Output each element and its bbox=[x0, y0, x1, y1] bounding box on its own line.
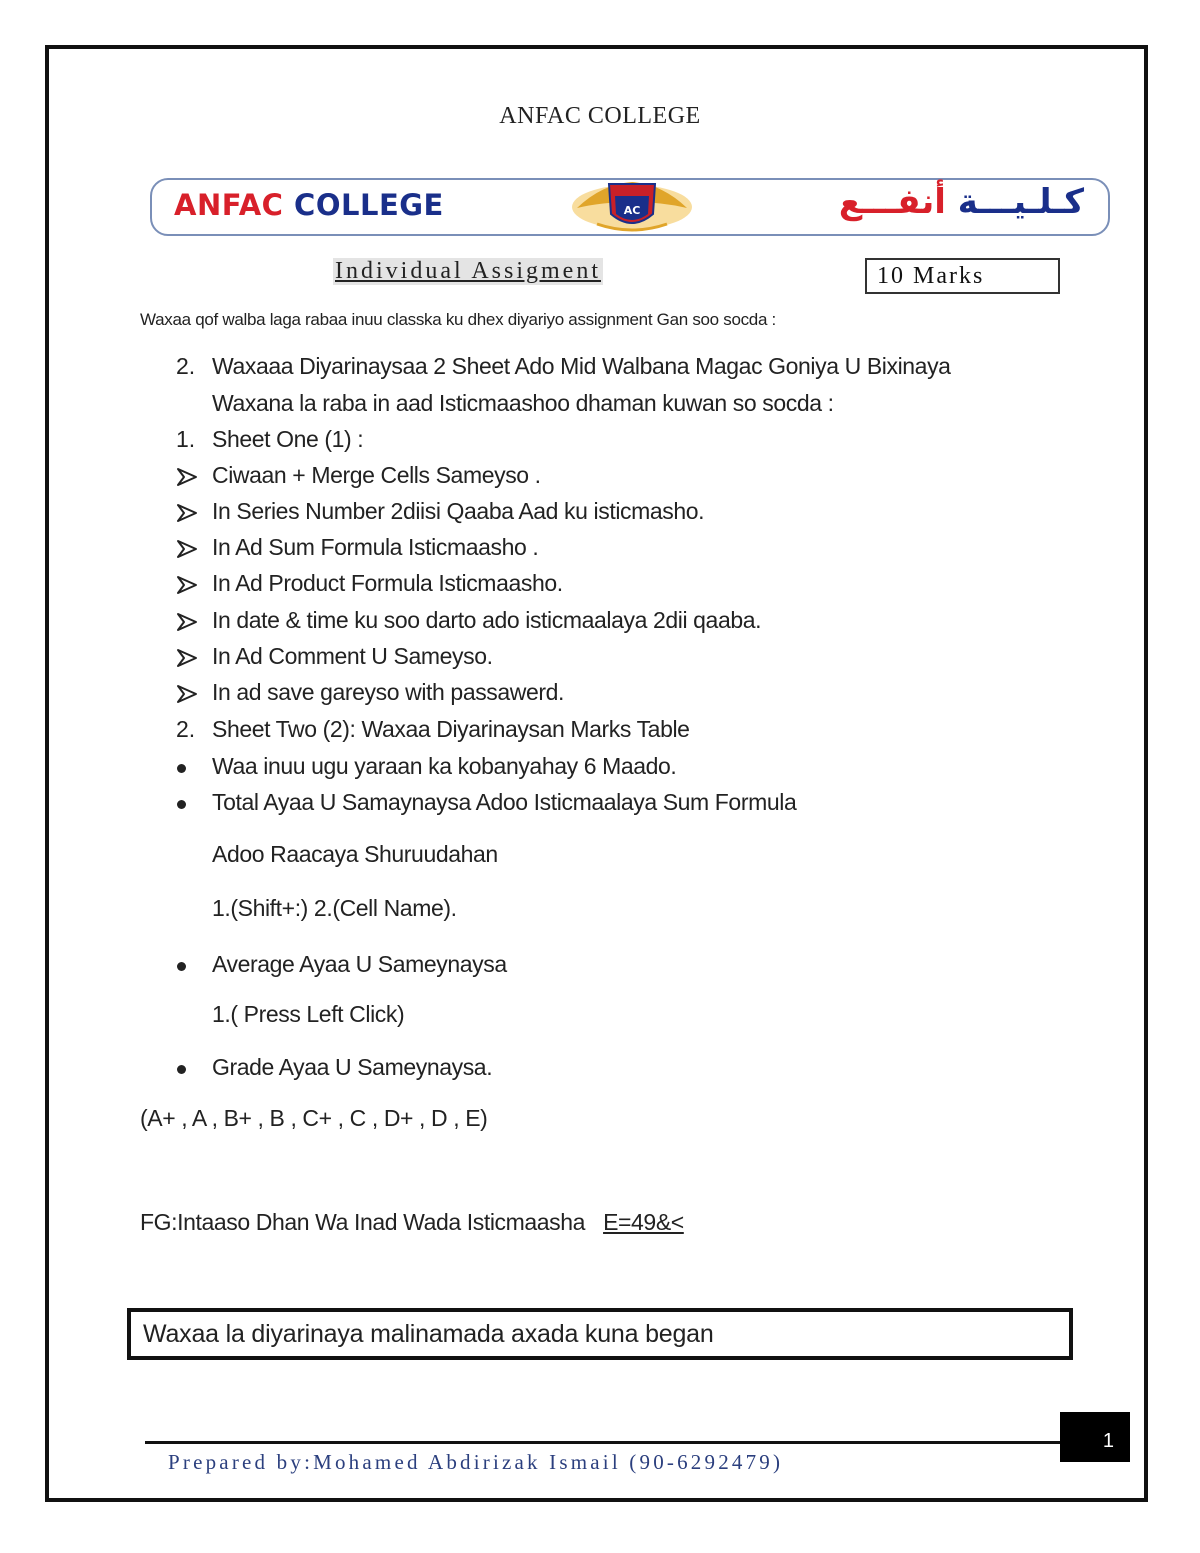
page-number: 1 bbox=[1060, 1412, 1130, 1462]
list-item: Grade Ayaa U Sameynaysa. bbox=[212, 1054, 493, 1080]
fg-formula: E=49&< bbox=[603, 1209, 684, 1235]
banner-arabic-word-2: أنفـــع bbox=[838, 182, 946, 222]
list-item-continuation: 1.(Shift+:) 2.(Cell Name). bbox=[212, 895, 457, 921]
prepared-by: Prepared by:Mohamed Abdirizak Ismail (90-6292479) bbox=[168, 1450, 784, 1474]
grades-list: (A+ , A , B+ , B , C+ , C , D+ , D , E) bbox=[140, 1105, 488, 1131]
arrow-bullet-icon bbox=[176, 612, 198, 632]
list-item: Total Ayaa U Samaynaysa Adoo Isticmaalaya Sum Formula bbox=[212, 789, 797, 815]
bullet-dot-icon bbox=[177, 764, 186, 773]
arrow-bullet-icon bbox=[176, 539, 198, 559]
footer-divider bbox=[145, 1441, 1060, 1444]
fg-note bbox=[140, 1209, 684, 1236]
list-item-continuation: Waxana la raba in aad Isticmaashoo dhaman kuwan so socda : bbox=[212, 390, 834, 416]
banner-word-anfac: ANFAC bbox=[174, 188, 284, 222]
banner-english-name bbox=[174, 188, 444, 222]
marks-box: 10 Marks bbox=[865, 258, 1060, 294]
list-item: In Ad Product Formula Isticmaasho. bbox=[212, 570, 563, 596]
list-number: 2. bbox=[176, 353, 196, 379]
arrow-bullet-icon bbox=[176, 575, 198, 595]
list-item: Waxaaa Diyarinaysaa 2 Sheet Ado Mid Walbana Magac Goniya U Bixinaya bbox=[212, 353, 951, 379]
arrow-bullet-icon bbox=[176, 684, 198, 704]
list-item: Average Ayaa U Sameynaysa bbox=[212, 951, 507, 977]
bullet-dot-icon bbox=[177, 1065, 186, 1074]
list-item: In date & time ku soo darto ado isticmaalaya 2dii qaaba. bbox=[212, 607, 762, 633]
arrow-bullet-icon bbox=[176, 503, 198, 523]
list-item: In Ad Sum Formula Isticmaasho . bbox=[212, 534, 539, 560]
list-number: 1. bbox=[176, 426, 196, 452]
list-number: 2. bbox=[176, 716, 196, 742]
list-item: Sheet One (1) : bbox=[212, 426, 364, 452]
list-item-continuation: 1.( Press Left Click) bbox=[212, 1001, 405, 1027]
college-emblem-icon bbox=[557, 174, 707, 240]
list-item: In Series Number 2diisi Qaaba Aad ku isticmasho. bbox=[212, 498, 705, 524]
college-banner bbox=[150, 178, 1110, 236]
banner-word-college: COLLEGE bbox=[294, 188, 444, 222]
banner-arabic-word-1: كـلـيـــة bbox=[957, 182, 1084, 222]
list-item: Ciwaan + Merge Cells Sameyso . bbox=[212, 462, 541, 488]
banner-arabic-name bbox=[839, 182, 1084, 222]
list-item: In ad save gareyso with passawerd. bbox=[212, 679, 565, 705]
list-item: In Ad Comment U Sameyso. bbox=[212, 643, 493, 669]
list-item-continuation: Adoo Raacaya Shuruudahan bbox=[212, 841, 498, 867]
header-title: ANFAC COLLEGE bbox=[499, 103, 701, 129]
bullet-dot-icon bbox=[177, 800, 186, 809]
list-item: Sheet Two (2): Waxaa Diyarinaysan Marks Table bbox=[212, 716, 690, 742]
intro-text: Waxaa qof walba laga rabaa inuu classka ku dhex diyariyo assignment Gan soo socda : bbox=[140, 310, 776, 329]
assignment-title: Individual Assigment bbox=[335, 258, 601, 284]
fg-note-text: FG:Intaaso Dhan Wa Inad Wada Isticmaasha bbox=[140, 1209, 592, 1235]
schedule-box: Waxaa la diyarinaya malinamada axada kuna began bbox=[127, 1308, 1073, 1360]
emblem-text: AC bbox=[623, 204, 641, 217]
list-item: Waa inuu ugu yaraan ka kobanyahay 6 Maado. bbox=[212, 753, 677, 779]
arrow-bullet-icon bbox=[176, 648, 198, 668]
bullet-dot-icon bbox=[177, 962, 186, 971]
arrow-bullet-icon bbox=[176, 467, 198, 487]
